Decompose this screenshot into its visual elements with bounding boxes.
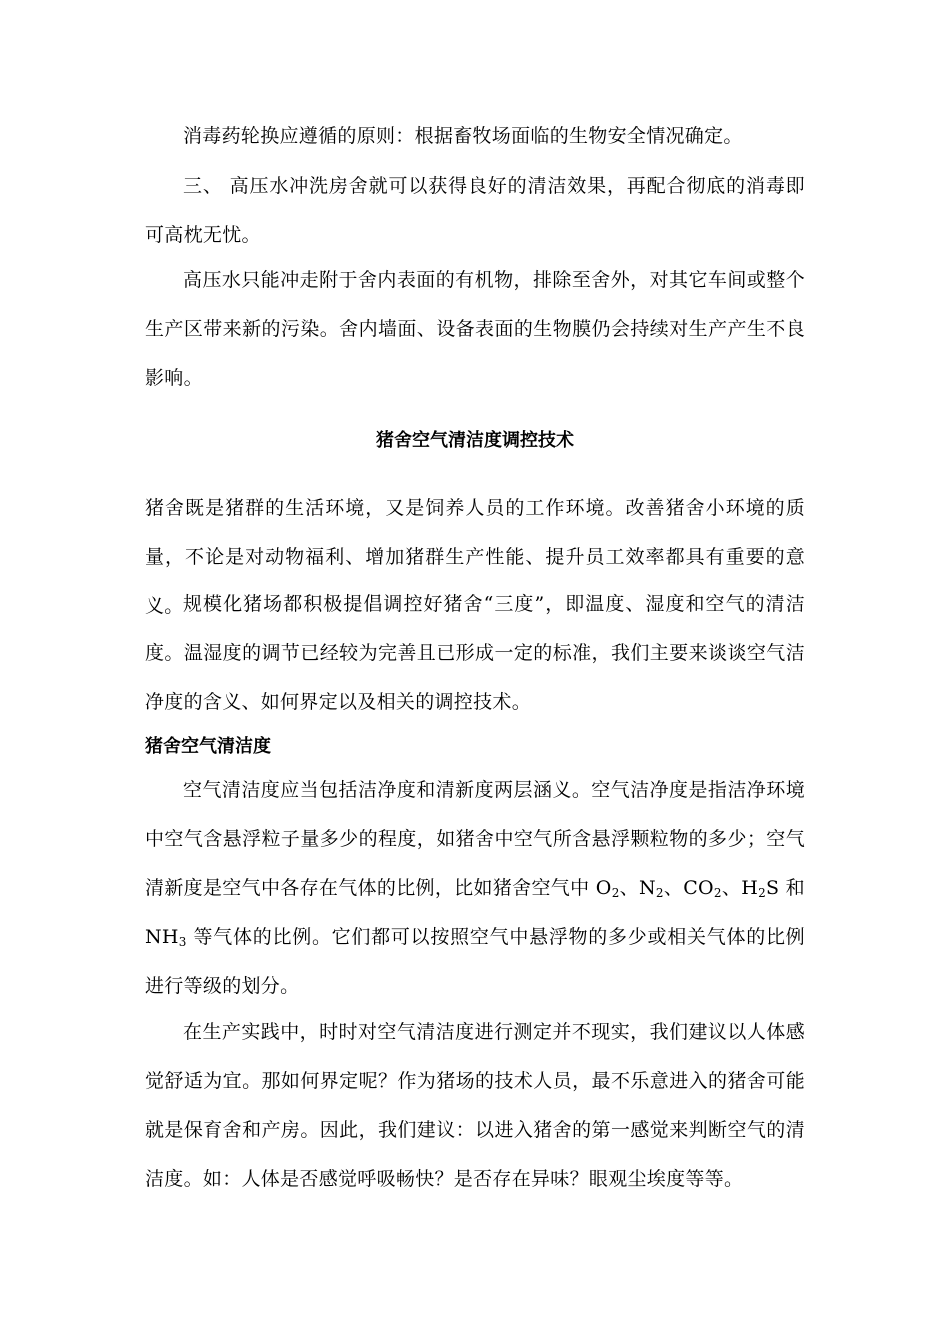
subscript: 2 — [713, 886, 722, 900]
subscript: 3 — [178, 935, 187, 949]
paragraph-high-pressure-myth: 三、 高压水冲洗房舍就可以获得良好的清洁效果，再配合彻底的消毒即可高枕无忧。 — [145, 175, 805, 246]
section-title: 猪舍空气清洁度调控技术 — [376, 430, 574, 451]
text-run: 、H — [721, 877, 759, 899]
paragraph-disinfectant-rotation: 消毒药轮换应遵循的原则：根据畜牧场面临的生物安全情况确定。 — [183, 125, 743, 147]
text-run: S 和 NH — [145, 877, 805, 948]
text-run: 空气清洁度应当包括洁净度和清新度两层涵义。空气洁净度是指洁净环境中空气含悬浮粒子量多少的程度，如猪舍中空气所含悬浮颗粒物的多少；空气清新度是空气中各存在气体的比例，比如猪舍空气中 O — [145, 779, 805, 899]
subheading-air-cleanliness: 猪舍空气清洁度 — [145, 736, 271, 757]
text-run: 、N — [619, 877, 656, 899]
subscript: 2 — [758, 886, 766, 900]
text-run: 等气体的比例。它们都可以按照空气中悬浮物的多少或相关气体的比例进行等级的划分。 — [145, 926, 805, 997]
paragraph-air-cleanliness-definition — [145, 766, 805, 1011]
paragraph-high-pressure-explanation: 高压水只能冲走附于舍内表面的有机物，排除至舍外，对其它车间或整个生产区带来新的污染。舍内墙面、设备表面的生物膜仍会持续对生产产生不良影响。 — [145, 269, 805, 389]
subscript: 2 — [611, 886, 620, 900]
subscript: 2 — [655, 886, 664, 900]
paragraph-practical-judgement: 在生产实践中，时时对空气清洁度进行测定并不现实，我们建议以人体感觉舒适为宜。那如何界定呢？作为猪场的技术人员，最不乐意进入的猪舍可能就是保育舍和产房。因此，我们建议：以进入猪舍的第一感觉来判断空气的清洁度。如：人体是否感觉呼吸畅快？是否存在异味？眼观尘埃度等等。 — [145, 1021, 805, 1190]
paragraph-pig-house-environment: 猪舍既是猪群的生活环境，又是饲养人员的工作环境。改善猪舍小环境的质量，不论是对动物福利、增加猪群生产性能、提升员工效率都具有重要的意义。 — [145, 497, 805, 617]
paragraph-three-degrees: 规模化猪场都积极提倡调控好猪舍“三度”，即温度、湿度和空气的清洁度。温湿度的调节已经较为完善且已形成一定的标准，我们主要来谈谈空气洁净度的含义、如何界定以及相关的调控技术。 — [145, 593, 805, 713]
text-run: 、CO — [663, 877, 714, 899]
